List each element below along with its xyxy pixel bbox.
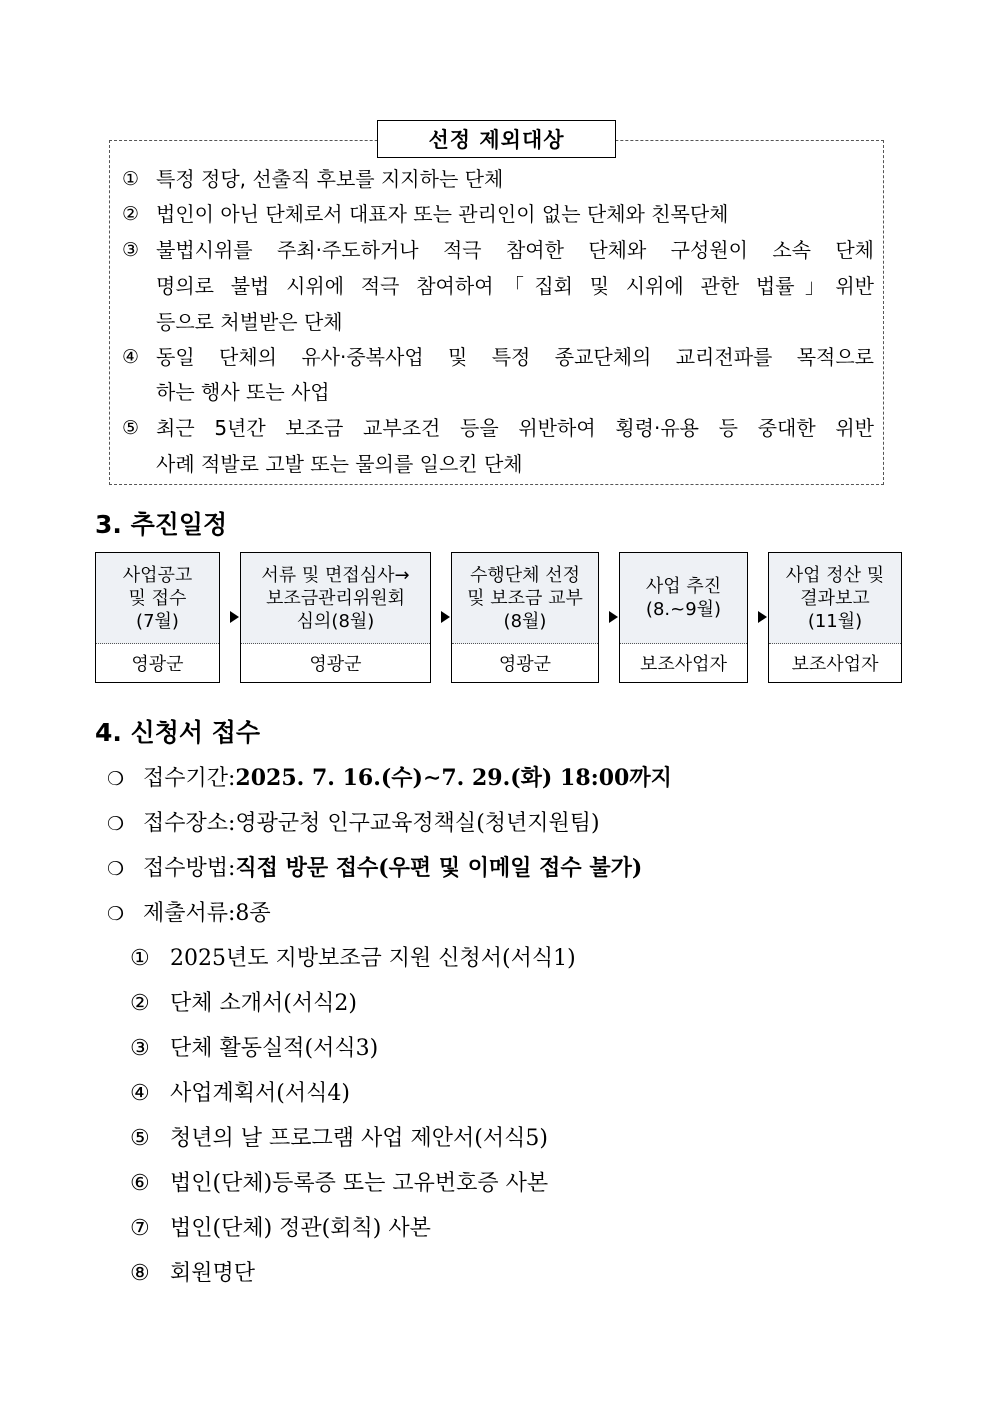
exclusion-item-4-cont	[122, 374, 874, 410]
schedule-step-5	[768, 552, 902, 683]
arrow-right-icon	[758, 611, 767, 623]
application-documents	[107, 896, 271, 927]
item-number: ④	[122, 346, 140, 368]
step-line: 사업 정산 및	[785, 564, 885, 586]
application-period	[107, 761, 672, 792]
arrow-right-icon	[609, 611, 618, 623]
item-number: ④	[130, 1081, 150, 1106]
item-number: ②	[130, 991, 150, 1016]
item-number: ⑤	[122, 417, 140, 439]
step-owner: 영광군	[498, 654, 552, 675]
schedule-step-4	[619, 552, 748, 683]
item-number: ⑧	[130, 1261, 150, 1286]
item-number: ①	[122, 168, 140, 190]
step-owner: 영광군	[131, 654, 184, 675]
step-line: 사업 추진	[645, 576, 722, 597]
bullet-circle-icon: ❍	[107, 768, 125, 790]
document-item-4	[130, 1076, 350, 1107]
exclusion-item-3-cont	[122, 268, 874, 304]
item-number: ⑤	[130, 1126, 150, 1151]
item-text: 법인(단체) 정관(회칙) 사본	[170, 1216, 431, 1241]
step-owner: 영광군	[309, 654, 362, 675]
document-item-7	[130, 1211, 431, 1242]
method-label: 접수방법:	[143, 856, 236, 881]
item-text: 특정 정당, 선출직 후보를 지지하는 단체	[156, 167, 504, 191]
step-line: (7월)	[136, 610, 179, 632]
documents-value: 8종	[235, 901, 271, 926]
arrow-right-icon	[441, 611, 450, 623]
item-text: 단체 소개서(서식2)	[170, 991, 357, 1016]
item-text: 등으로 처벌받은 단체	[156, 310, 343, 334]
place-label: 접수장소:	[143, 811, 236, 836]
bullet-circle-icon: ❍	[107, 858, 125, 880]
schedule-heading: 3. 추진일정	[95, 510, 228, 539]
bullet-circle-icon: ❍	[107, 813, 125, 835]
document-item-8	[130, 1256, 255, 1287]
period-label: 접수기간:	[143, 766, 236, 791]
application-heading: 4. 신청서 접수	[95, 718, 261, 747]
item-number: ③	[130, 1036, 150, 1061]
application-place	[107, 806, 600, 837]
step-line: 및 보조금 교부	[467, 587, 583, 609]
exclusion-item-3	[122, 232, 874, 268]
exclusion-item-4	[122, 339, 874, 375]
step-line: 사업공고	[122, 564, 193, 586]
step-line: 심의(8월)	[296, 610, 375, 632]
item-text: 법인(단체)등록증 또는 고유번호증 사본	[170, 1171, 549, 1196]
place-value: 영광군청 인구교육정책실(청년지원팀)	[235, 811, 600, 836]
step-line: (8월)	[503, 610, 547, 632]
item-number: ⑦	[130, 1216, 150, 1241]
schedule-step-1	[95, 552, 220, 683]
item-text: 불법시위를 주최·주도하거나 적극 참여한 단체와 구성원이 소속 단체	[156, 238, 874, 262]
exclusion-item-5	[122, 410, 874, 446]
item-text: 하는 행사 또는 사업	[156, 380, 330, 404]
document-item-1	[130, 941, 576, 972]
step-line: 수행단체 선정	[469, 564, 581, 586]
period-value: 2025. 7. 16.(수)∼7. 29.(화) 18:00까지	[235, 765, 672, 791]
document-item-5	[130, 1121, 548, 1152]
step-line: 서류 및 면접심사→	[261, 564, 410, 586]
method-value: 직접 방문 접수(우편 및 이메일 접수 불가)	[235, 855, 643, 881]
schedule-step-3	[451, 552, 599, 683]
exclusion-item-1	[122, 161, 874, 197]
item-text: 명의로 불법 시위에 적극 참여하여「집회 및 시위에 관한 법률」위반	[156, 274, 874, 298]
item-text: 최근 5년간 보조금 교부조건 등을 위반하여 횡령·유용 등 중대한 위반	[156, 416, 874, 440]
item-number: ③	[122, 239, 140, 261]
item-number: ①	[130, 946, 150, 971]
item-text: 단체 활동실적(서식3)	[170, 1036, 379, 1061]
exclusion-item-5-cont	[122, 446, 874, 482]
step-line: 및 접수	[128, 587, 187, 609]
item-text: 2025년도 지방보조금 지원 신청서(서식1)	[170, 946, 576, 971]
exclusion-item-2	[122, 196, 874, 232]
item-text: 법인이 아닌 단체로서 대표자 또는 관리인이 없는 단체와 친목단체	[156, 202, 729, 226]
item-text: 사업계획서(서식4)	[170, 1081, 350, 1106]
step-line: (11월)	[807, 610, 863, 632]
documents-label: 제출서류:	[143, 901, 236, 926]
exclusion-title: 선정 제외대상	[377, 120, 616, 158]
document-item-2	[130, 986, 357, 1017]
step-owner: 보조사업자	[791, 654, 879, 675]
document-item-6	[130, 1166, 548, 1197]
application-method	[107, 851, 642, 882]
item-text: 청년의 날 프로그램 사업 제안서(서식5)	[170, 1126, 548, 1151]
item-text: 회원명단	[170, 1261, 256, 1286]
step-owner: 보조사업자	[640, 654, 727, 675]
item-text: 동일 단체의 유사·중복사업 및 특정 종교단체의 교리전파를 목적으로	[156, 345, 874, 369]
arrow-right-icon	[230, 611, 239, 623]
exclusion-item-3-cont2	[122, 304, 874, 340]
item-number: ⑥	[130, 1171, 150, 1196]
step-line: 보조금관리위원회	[265, 587, 406, 609]
item-number: ②	[122, 203, 140, 225]
document-item-3	[130, 1031, 378, 1062]
bullet-circle-icon: ❍	[107, 903, 125, 925]
step-line: (8.~9월)	[645, 599, 722, 620]
step-line: 결과보고	[800, 587, 870, 609]
item-text: 사례 적발로 고발 또는 물의를 일으킨 단체	[156, 452, 523, 476]
schedule-step-2	[240, 552, 431, 683]
